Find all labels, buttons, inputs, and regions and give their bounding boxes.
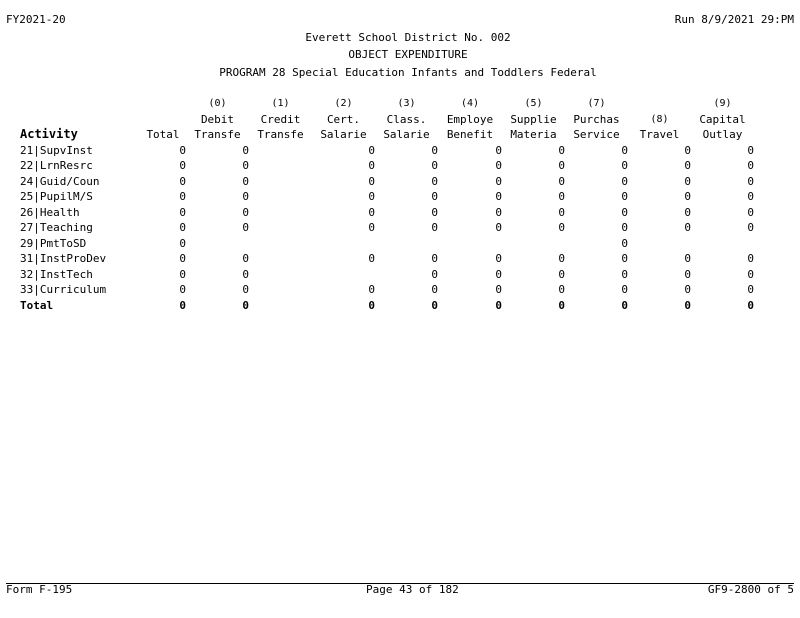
amount-cell [249,158,312,174]
amount-cell: 0 [242,143,249,157]
amount-cell [249,282,312,298]
column-header [312,96,375,143]
column-header-line1: Supplie [510,112,557,126]
amount-cell: 0 [621,159,628,172]
amount-cell: 0 [684,252,691,265]
report-title: OBJECT EXPENDITURE [348,48,468,61]
activity-cell: 32|InstTech [20,267,93,281]
amount-cell: 0 [431,190,438,203]
amount-cell: 0 [684,190,691,203]
amount-cell: 0 [179,174,186,188]
program-title: PROGRAM 28 Special Education Infants and Toddlers Federal [219,66,597,79]
column-header-line1: Debit [200,112,235,126]
amount-cell: 0 [747,252,754,265]
amount-cell: 0 [747,205,754,219]
column-header-line2: Salarie [320,128,367,141]
report-reference: GF9-2800 of 5 [707,583,794,596]
amount-cell: 0 [242,159,249,172]
column-header-line1: Cert. [326,112,361,126]
table-row [20,282,754,298]
amount-cell: 0 [495,190,502,203]
column-header [691,96,754,143]
amount-cell [438,236,502,252]
activity-cell: Total [20,298,54,312]
column-header-line2: Transfe [257,128,304,141]
amount-cell: 0 [179,236,186,250]
amount-cell: 0 [242,205,249,219]
amount-cell: 0 [684,143,691,157]
amount-cell: 0 [621,298,628,312]
amount-cell: 0 [179,143,186,157]
table-header-row [20,96,754,143]
table-row [20,205,754,221]
amount-cell [312,267,375,283]
amount-cell: 0 [495,221,502,234]
amount-cell: 0 [621,221,628,234]
amount-cell: 0 [495,174,502,188]
amount-cell: 0 [368,252,375,265]
amount-cell: 0 [431,283,438,296]
column-header-num: (9) [713,98,732,109]
amount-cell: 0 [368,174,375,188]
amount-cell: 0 [179,190,186,203]
amount-cell: 0 [495,205,502,219]
amount-cell: 0 [558,283,565,296]
amount-cell: 0 [684,298,691,312]
amount-cell: 0 [242,190,249,203]
amount-cell: 0 [179,205,186,219]
column-header-num: (0) [208,98,227,109]
amount-cell: 0 [431,267,438,281]
amount-cell: 0 [368,298,375,312]
activity-cell: 24|Guid/Coun [20,174,100,188]
amount-cell: 0 [747,267,754,281]
amount-cell: 0 [621,267,628,281]
run-timestamp: Run 8/9/2021 29:PM [674,13,794,26]
amount-cell: 0 [431,205,438,219]
amount-cell [186,236,249,252]
amount-cell: 0 [558,190,565,203]
column-header-num: (8) [650,113,669,125]
column-header [375,96,438,143]
table-row [20,143,754,159]
amount-cell: 0 [621,283,628,296]
column-header-num: (3) [397,98,416,109]
amount-cell: 0 [242,267,249,281]
amount-cell [502,236,565,252]
amount-cell: 0 [684,267,691,281]
amount-cell [249,205,312,221]
column-header-num: (2) [334,98,353,109]
activity-cell: 29|PmtToSD [20,236,87,250]
amount-cell: 0 [684,159,691,172]
amount-cell: 0 [179,267,186,281]
activity-cell: 25|PupilM/S [20,190,93,203]
column-header [438,96,502,143]
amount-cell: 0 [684,205,691,219]
amount-cell [375,236,438,252]
column-header-line2: Salarie [383,128,430,141]
amount-cell: 0 [747,221,754,234]
amount-cell: 0 [242,298,249,312]
amount-cell [312,236,375,252]
amount-cell [249,251,312,267]
column-header-line2: Travel [639,128,680,141]
table-row [20,267,754,283]
amount-cell: 0 [431,159,438,172]
table-row [20,174,754,190]
activity-cell: 26|Health [20,205,80,219]
amount-cell: 0 [179,252,186,265]
amount-cell: 0 [747,298,754,312]
table-row [20,251,754,267]
column-header-activity: Activity [20,127,78,141]
activity-cell: 33|Curriculum [20,283,107,296]
amount-cell: 0 [684,283,691,296]
amount-cell: 0 [179,221,186,234]
total-row [20,298,754,314]
table-row [20,220,754,236]
amount-cell [628,236,691,252]
amount-cell: 0 [179,283,186,296]
column-header-line1: Purchas [573,112,620,126]
column-header-line2: Transfe [194,128,241,141]
amount-cell: 0 [558,267,565,281]
column-header-line2: Total [146,128,180,141]
activity-cell: 27|Teaching [20,221,93,234]
amount-cell: 0 [431,298,438,312]
amount-cell: 0 [621,190,628,203]
amount-cell: 0 [368,143,375,157]
amount-cell: 0 [495,252,502,265]
column-header [628,96,691,143]
amount-cell [249,220,312,236]
column-header [186,96,249,143]
column-header-line2: Benefit [446,128,494,141]
amount-cell: 0 [431,221,438,234]
column-header [140,96,186,143]
amount-cell: 0 [495,298,502,312]
amount-cell: 0 [558,298,565,312]
table-row [20,236,754,252]
column-header-line1: Capital [699,112,746,126]
amount-cell: 0 [747,190,754,203]
amount-cell: 0 [558,205,565,219]
amount-cell [249,236,312,252]
amount-cell: 0 [495,267,502,281]
amount-cell [249,174,312,190]
page-number: Page 43 of 182 [366,583,459,596]
expenditure-table [20,96,754,313]
column-header-line2: Service [573,128,620,141]
amount-cell: 0 [431,143,438,157]
amount-cell: 0 [558,143,565,157]
amount-cell: 0 [621,143,628,157]
amount-cell: 0 [368,190,375,203]
column-header-line2: Materia [510,128,557,141]
amount-cell: 0 [179,298,186,312]
amount-cell: 0 [747,174,754,188]
amount-cell: 0 [368,283,375,296]
form-number: Form F-195 [6,583,73,596]
table-row [20,189,754,205]
district-title: Everett School District No. 002 [305,31,511,44]
column-header-line1: Class. [386,112,427,126]
amount-cell: 0 [495,143,502,157]
amount-cell: 0 [368,221,375,234]
column-header [502,96,565,143]
amount-cell: 0 [558,252,565,265]
amount-cell [249,189,312,205]
amount-cell: 0 [242,283,249,296]
amount-cell: 0 [558,221,565,234]
amount-cell: 0 [179,159,186,172]
amount-cell [249,267,312,283]
amount-cell: 0 [368,205,375,219]
column-header-num: (5) [524,98,543,109]
amount-cell: 0 [621,236,628,250]
activity-cell: 31|InstProDev [20,252,107,265]
amount-cell: 0 [684,221,691,234]
amount-cell [691,236,754,252]
amount-cell: 0 [431,252,438,265]
column-header-num: (7) [587,98,606,109]
table-row [20,158,754,174]
amount-cell: 0 [621,252,628,265]
fiscal-year-label: FY2021-20 [6,13,66,26]
amount-cell: 0 [495,283,502,296]
amount-cell: 0 [495,159,502,172]
amount-cell: 0 [621,205,628,219]
amount-cell: 0 [747,283,754,296]
column-header-line2: Outlay [702,128,743,141]
activity-cell: 21|SupvInst [20,143,93,157]
amount-cell: 0 [747,143,754,157]
amount-cell: 0 [684,174,691,188]
column-header [565,96,628,143]
amount-cell [249,298,312,314]
column-header-num: (1) [271,98,290,109]
column-header-num: (4) [460,98,480,109]
amount-cell: 0 [368,159,375,172]
column-header-line1: Employe [446,112,494,126]
amount-cell: 0 [558,159,565,172]
column-header [249,96,312,143]
amount-cell: 0 [242,252,249,265]
column-header-line1: Credit [260,112,301,126]
amount-cell: 0 [621,174,628,188]
amount-cell: 0 [747,159,754,172]
amount-cell: 0 [242,221,249,234]
amount-cell: 0 [558,174,565,188]
amount-cell: 0 [431,174,438,188]
amount-cell: 0 [242,174,249,188]
activity-cell: 22|LrnResrc [20,159,93,172]
amount-cell [249,143,312,159]
